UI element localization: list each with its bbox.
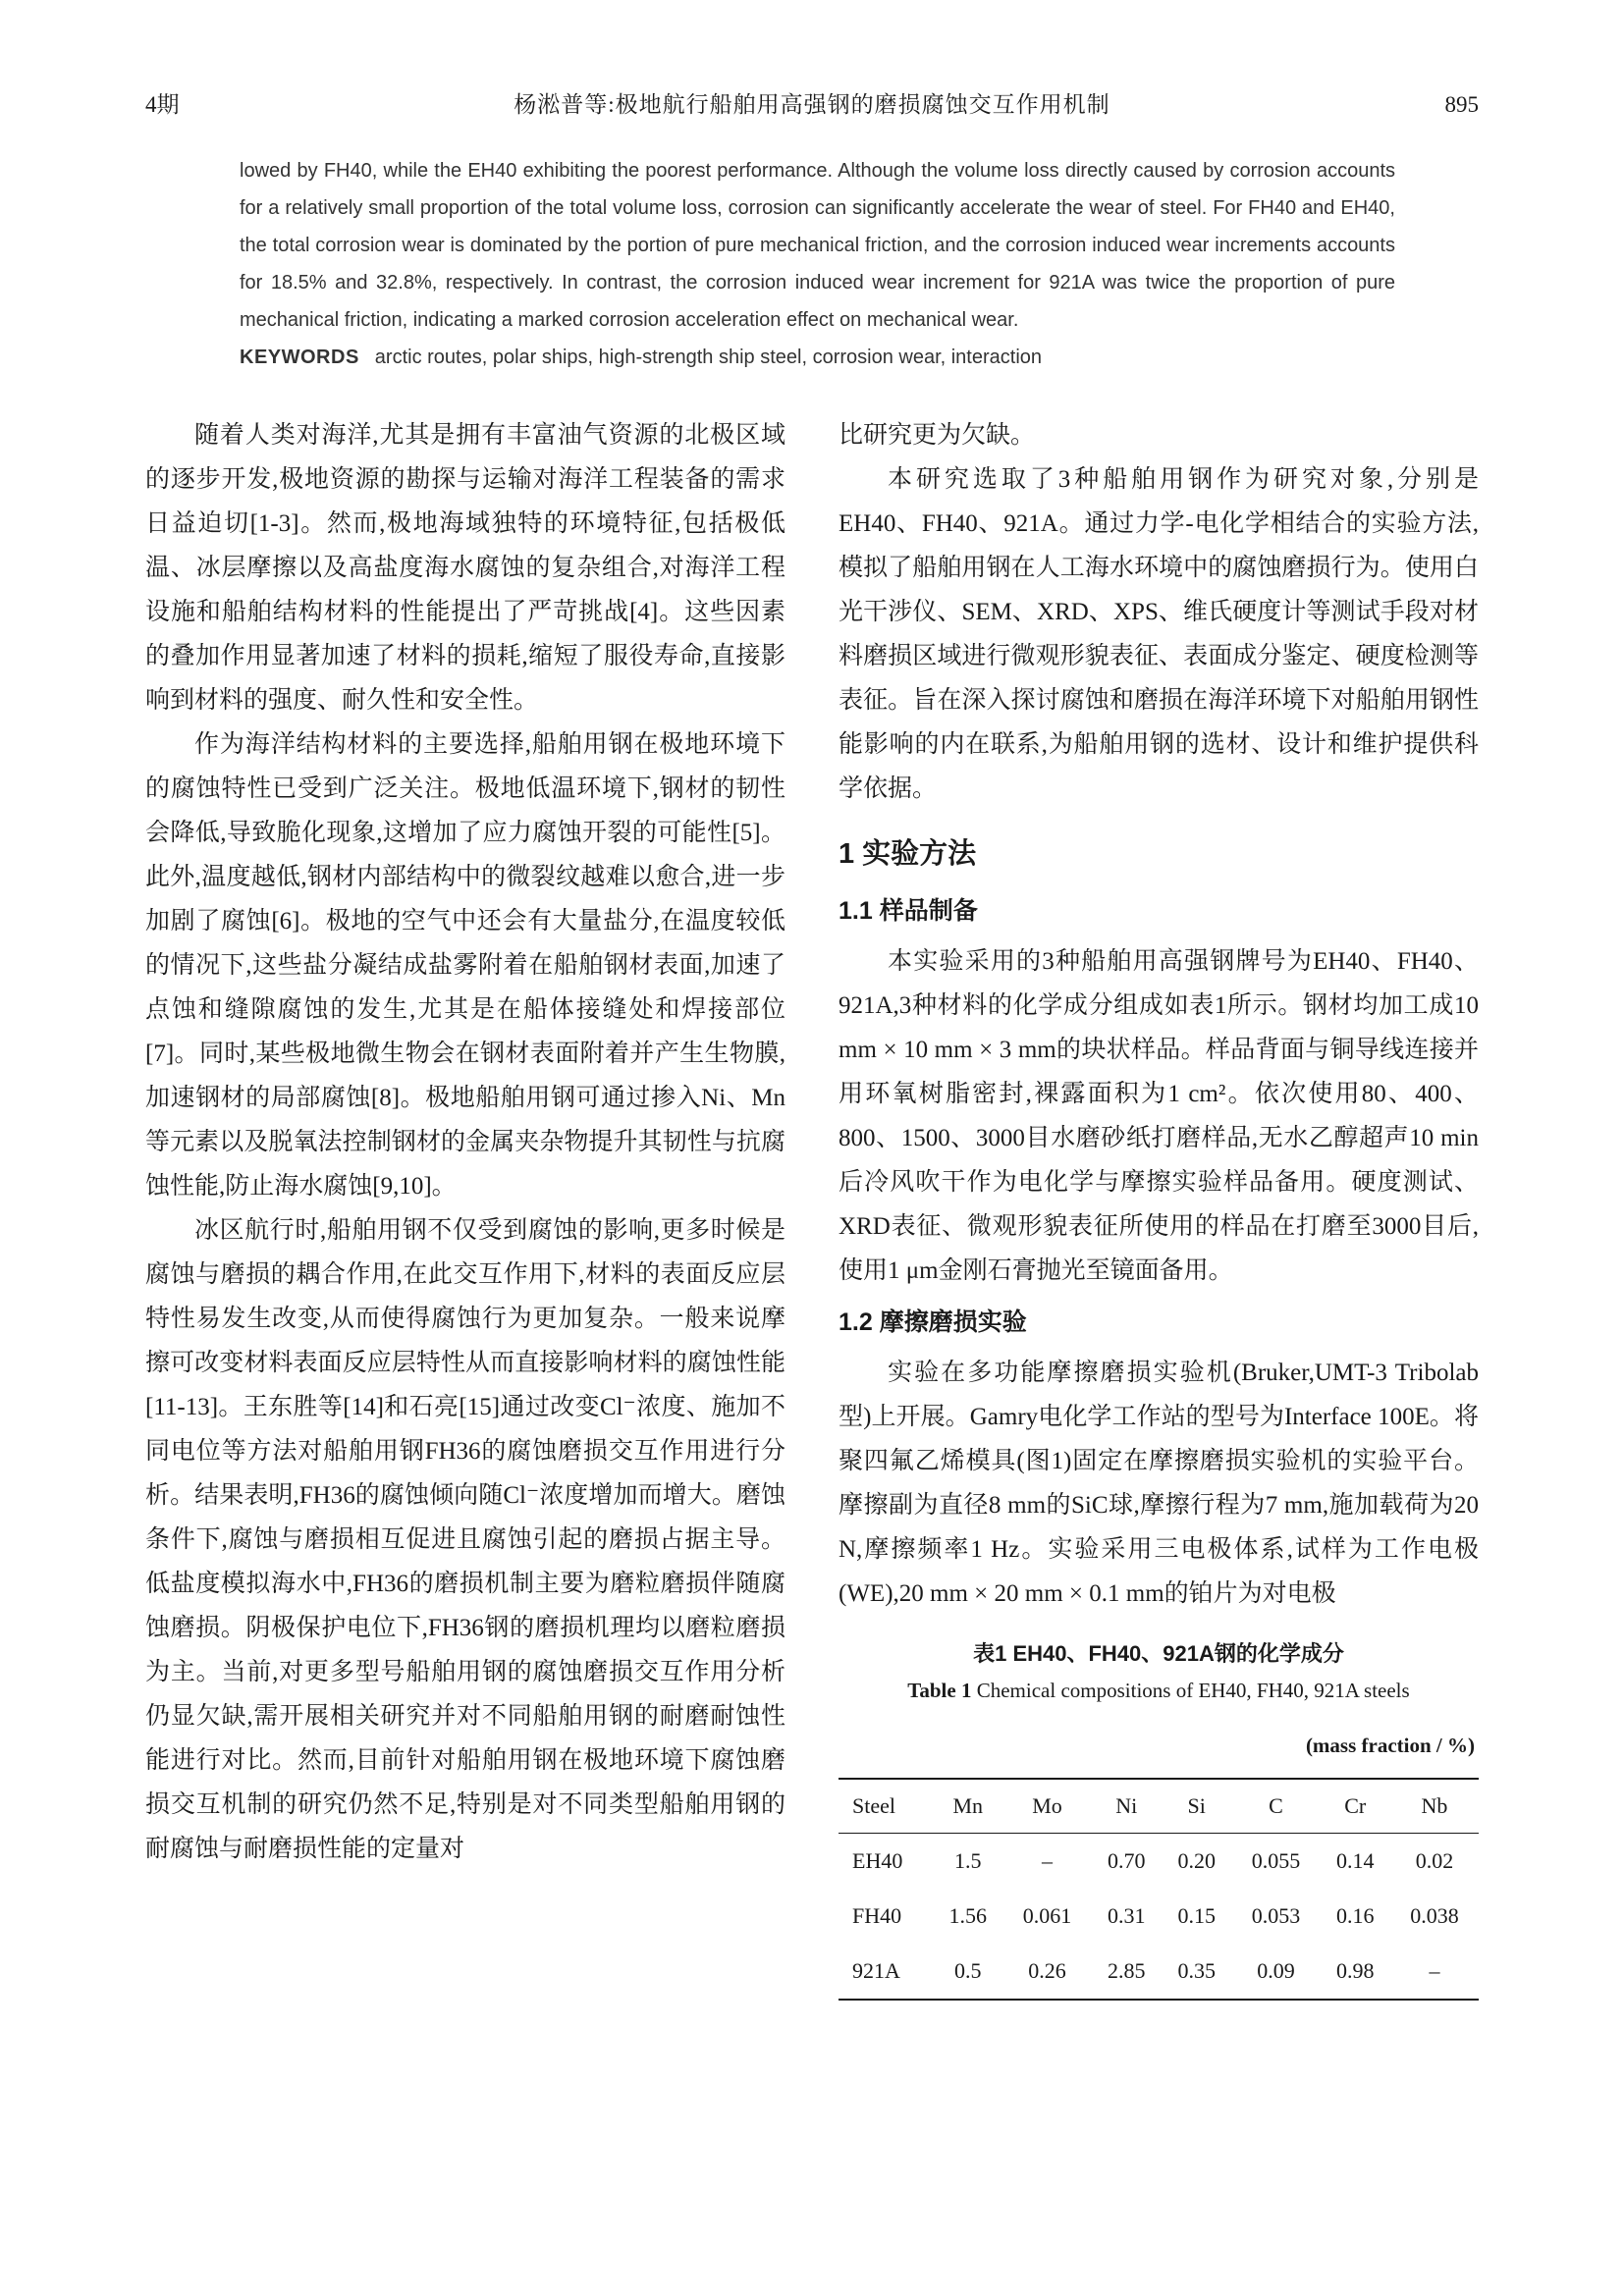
table-cell: 0.70 bbox=[1107, 1847, 1146, 1873]
chemical-composition-table bbox=[839, 1778, 1479, 2001]
page-number: 895 bbox=[1444, 92, 1479, 117]
running-head bbox=[145, 86, 1479, 119]
table-header-cell: Cr bbox=[1320, 1779, 1389, 1834]
table-header-cell: C bbox=[1231, 1779, 1320, 1834]
keywords-text: arctic routes, polar ships, high-strength ship steel, corrosion wear, interaction bbox=[374, 347, 1043, 368]
table-cell: EH40 bbox=[852, 1847, 903, 1873]
table-cell: 0.053 bbox=[1251, 1902, 1301, 1928]
table-cell: FH40 bbox=[852, 1902, 902, 1928]
table-header-cell: Mo bbox=[1002, 1779, 1091, 1834]
study-overview-paragraph: 本研究选取了3种船舶用钢作为研究对象,分别是EH40、FH40、921A。通过力学-电化学相结合的实验方法,模拟了船舶用钢在人工海水环境中的腐蚀磨损行为。使用白光干涉仪、SEM、XRD、XPS、维氏硬度计等测试手段对材料磨损区域进行微观形貌表征、表面成分鉴定、硬度检测等表征。旨在深入探讨腐蚀和磨损在海洋环境下对船舶用钢性能影响的内在联系,为船舶用钢的选材、设计和维护提供科学依据。 bbox=[839, 466, 1479, 802]
table-cell: 2.85 bbox=[1107, 1957, 1146, 1983]
table-cell: 0.14 bbox=[1335, 1847, 1375, 1873]
keywords-label: KEYWORDS bbox=[240, 347, 359, 368]
table-row bbox=[839, 1833, 1479, 1889]
table-cell: 0.15 bbox=[1177, 1902, 1216, 1928]
subsection-heading-sample-prep: 1.1 样品制备 bbox=[839, 896, 978, 925]
table-cell: 0.5 bbox=[953, 1957, 982, 1983]
abstract-continuation bbox=[240, 152, 1395, 376]
table-cell: 0.038 bbox=[1410, 1902, 1459, 1928]
table-cell: 0.20 bbox=[1177, 1847, 1216, 1873]
body-columns bbox=[145, 413, 1479, 2001]
table-cell: 0.98 bbox=[1335, 1957, 1375, 1983]
table-cell: 0.02 bbox=[1415, 1847, 1454, 1873]
table1-caption-en-text: Chemical compositions of EH40, FH40, 921A steels bbox=[976, 1678, 1410, 1702]
table-cell: 1.5 bbox=[953, 1847, 982, 1873]
table-cell: 921A bbox=[852, 1957, 900, 1983]
right-column bbox=[839, 413, 1479, 2001]
abstract-text: lowed by FH40, while the EH40 exhibiting the poorest performance. Although the volume loss directly caused by corrosion accounts for a relatively small proportion of the total volume loss, corrosion can significantly accelerate the wear of steel. For FH40 and EH40, the total corrosion wear is dominated by the portion of pure mechanical friction, and the corrosion induced wear increments accounts for 18.5% and 32.8%, respectively. In contrast, the corrosion induced wear increment for 921A was twice the proportion of pure mechanical friction, indicating a marked corrosion acceleration effect on mechanical wear. bbox=[240, 160, 1395, 331]
table1-caption-en bbox=[893, 1675, 1424, 1706]
table1-caption-zh: 表1 EH40、FH40、921A钢的化学成分 bbox=[973, 1640, 1344, 1666]
table-cell: 0.26 bbox=[1028, 1957, 1066, 1983]
table1-unit-note: (mass fraction / %) bbox=[1305, 1733, 1475, 1757]
table-cell: 0.35 bbox=[1177, 1957, 1216, 1983]
table-cell: 0.31 bbox=[1107, 1902, 1146, 1928]
table-cell: 0.16 bbox=[1335, 1902, 1375, 1928]
keywords-line bbox=[240, 339, 1395, 376]
table-cell: 0.055 bbox=[1251, 1847, 1301, 1873]
intro-paragraph-continuation: 比研究更为欠缺。 bbox=[839, 422, 1036, 449]
table-header-cell: Nb bbox=[1390, 1779, 1479, 1834]
table-cell: 0.09 bbox=[1257, 1957, 1295, 1983]
table-header-cell: Steel bbox=[839, 1779, 933, 1834]
table-cell: – bbox=[1429, 1957, 1440, 1983]
table1-block bbox=[839, 1637, 1479, 2001]
table-header-cell: Si bbox=[1162, 1779, 1231, 1834]
table-cell: – bbox=[1041, 1847, 1053, 1873]
table-header-cell: Ni bbox=[1091, 1779, 1161, 1834]
intro-paragraph-3: 冰区航行时,船舶用钢不仅受到腐蚀的影响,更多时候是腐蚀与磨损的耦合作用,在此交互作用下,材料的表面反应层特性易发生改变,从而使得腐蚀行为更加复杂。一般来说摩擦可改变材料表面反应层特性从而直接影响材料的腐蚀性能[11-13]。王东胜等[14]和石亮[15]通过改变Cl⁻浓度、施加不同电位等方法对船舶用钢FH36的腐蚀磨损交互作用进行分析。结果表明,FH36的腐蚀倾向随Cl⁻浓度增加而增大。磨蚀条件下,腐蚀与磨损相互促进且腐蚀引起的磨损占据主导。低盐度模拟海水中,FH36的磨损机制主要为磨粒磨损伴随腐蚀磨损。阴极保护电位下,FH36钢的磨损机理均以磨粒磨损为主。当前,对更多型号船舶用钢的腐蚀磨损交互作用分析仍显欠缺,需开展相关研究并对不同船舶用钢的耐磨耐蚀性能进行对比。然而,目前针对船舶用钢在极地环境下腐蚀磨损交互机制的研究仍然不足,特别是对不同类型船舶用钢的耐腐蚀与耐磨损性能的定量对 bbox=[145, 1217, 785, 1862]
table-cell: 1.56 bbox=[948, 1902, 987, 1928]
running-title: 杨淞普等:极地航行船舶用高强钢的磨损腐蚀交互作用机制 bbox=[514, 92, 1110, 117]
friction-wear-paragraph: 实验在多功能摩擦磨损实验机(Bruker,UMT-3 Tribolab型)上开展。Gamry电化学工作站的型号为Interface 100E。将聚四氟乙烯模具(图1)固定在摩擦磨损实验机的实验平台。摩擦副为直径8 mm的SiC球,摩擦行程为7 mm,施加载荷为20 N,摩擦频率1 Hz。实验采用三电极体系,试样为工作电极(WE),20 mm × 20 mm × 0.1 mm的铂片为对电极 bbox=[839, 1359, 1479, 1607]
table-header-cell: Mn bbox=[933, 1779, 1002, 1834]
sample-prep-paragraph: 本实验采用的3种船舶用高强钢牌号为EH40、FH40、921A,3种材料的化学成分组成如表1所示。钢材均加工成10 mm × 10 mm × 3 mm的块状样品。样品背面与铜导线连接并用环氧树脂密封,裸露面积为1 cm²。依次使用80、400、800、1500、3000目水磨砂纸打磨样品,无水乙醇超声10 min后冷风吹干作为电化学与摩擦实验样品备用。硬度测试、XRD表征、微观形貌表征所使用的样品在打磨至3000目后,使用1 μm金刚石膏抛光至镜面备用。 bbox=[839, 947, 1479, 1284]
section-heading-methods: 1 实验方法 bbox=[839, 838, 977, 870]
intro-paragraph-2: 作为海洋结构材料的主要选择,船舶用钢在极地环境下的腐蚀特性已受到广泛关注。极地低温环境下,钢材的韧性会降低,导致脆化现象,这增加了应力腐蚀开裂的可能性[5]。此外,温度越低,钢材内部结构中的微裂纹越难以愈合,进一步加剧了腐蚀[6]。极地的空气中还会有大量盐分,在温度较低的情况下,这些盐分凝结成盐雾附着在船舶钢材表面,加速了点蚀和缝隙腐蚀的发生,尤其是在船体接缝处和焊接部位[7]。同时,某些极地微生物会在钢材表面附着并产生生物膜,加速钢材的局部腐蚀[8]。极地船舶用钢可通过掺入Ni、Mn等元素以及脱氧法控制钢材的金属夹杂物提升其韧性与抗腐蚀性能,防止海水腐蚀[9,10]。 bbox=[145, 731, 785, 1200]
table-header-row bbox=[839, 1779, 1479, 1834]
table-row bbox=[839, 1944, 1479, 2000]
issue-label: 4期 bbox=[145, 92, 180, 117]
table1-caption-en-label: Table 1 bbox=[907, 1678, 972, 1702]
intro-paragraph-1: 随着人类对海洋,尤其是拥有丰富油气资源的北极区域的逐步开发,极地资源的勘探与运输对海洋工程装备的需求日益迫切[1-3]。然而,极地海域独特的环境特征,包括极低温、冰层摩擦以及高盐度海水腐蚀的复杂组合,对海洋工程设施和船舶结构材料的性能提出了严苛挑战[4]。这些因素的叠加作用显著加速了材料的损耗,缩短了服役寿命,直接影响到材料的强度、耐久性和安全性。 bbox=[145, 422, 785, 714]
subsection-heading-friction-wear: 1.2 摩擦磨损实验 bbox=[839, 1308, 1027, 1336]
table-row bbox=[839, 1889, 1479, 1944]
table-cell: 0.061 bbox=[1022, 1902, 1072, 1928]
left-column bbox=[145, 413, 785, 2001]
